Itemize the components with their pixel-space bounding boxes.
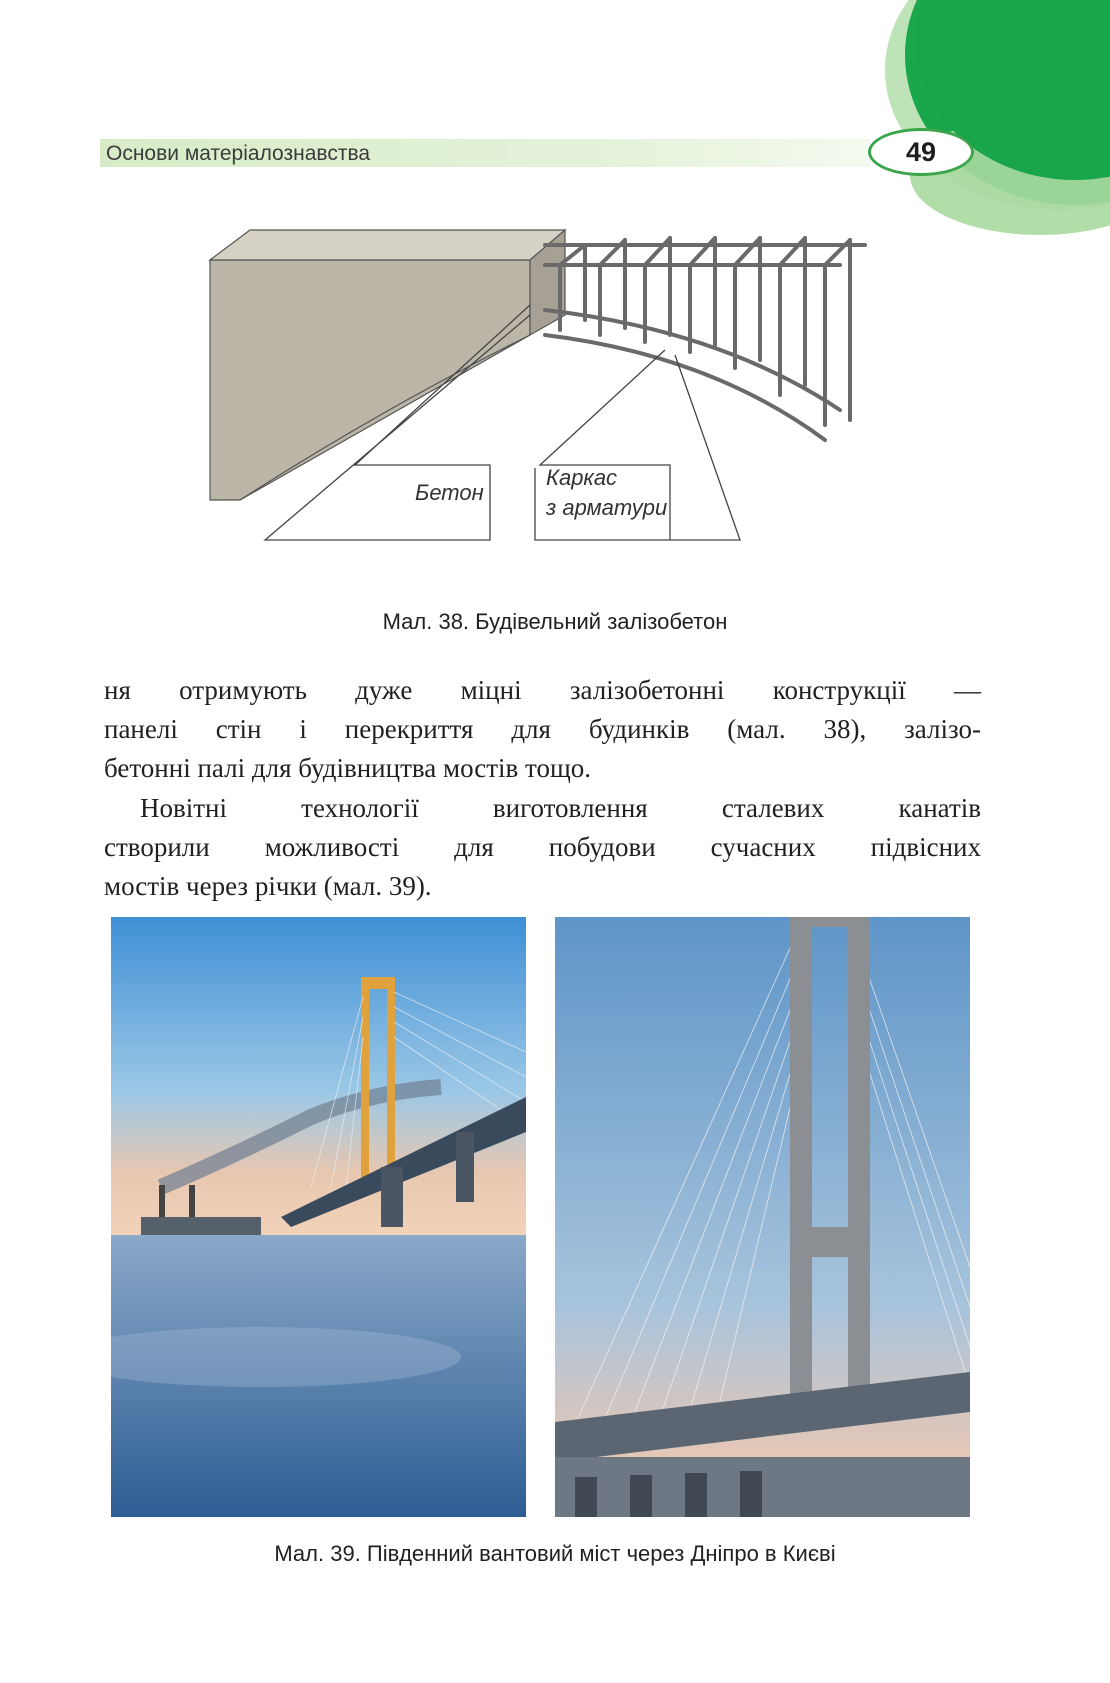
paragraph-2-line: мостів через річки (мал. 39). xyxy=(104,871,432,901)
figure-39-caption: Мал. 39. Південний вантовий міст через Дніпро в Києві xyxy=(274,1541,836,1566)
concrete-block-front xyxy=(210,260,530,500)
concrete-block-top xyxy=(210,230,565,260)
reinforced-concrete-diagram xyxy=(200,210,900,605)
label-frame-line2: з арматури xyxy=(546,495,668,520)
page-number: 49 xyxy=(868,128,974,176)
paragraph-2-line: Новітні технології виготовлення сталевих канатів xyxy=(140,793,981,823)
rebar-cage xyxy=(545,238,865,440)
section-title: Основи матеріалознавства xyxy=(106,142,371,165)
bridge-photo-pylon xyxy=(555,917,970,1517)
label-concrete: Бетон xyxy=(415,480,484,505)
paragraph-1 xyxy=(104,671,981,788)
paragraph-2 xyxy=(104,789,981,906)
label-frame-line1: Каркас xyxy=(546,465,618,490)
paragraph-1-line: панелі стін і перекриття для будинків (мал. 38), залізо- xyxy=(104,714,981,744)
paragraph-1-line: бетонні палі для будівництва мостів тощо. xyxy=(104,753,592,783)
paragraph-1-line: ня отримують дуже міцні залізобетонні конструкції — xyxy=(104,675,981,705)
paragraph-2-line: створили можливості для побудови сучасних підвісних xyxy=(104,832,981,862)
bridge-photo-river xyxy=(111,917,526,1517)
figure-38-caption: Мал. 38. Будівельний залізобетон xyxy=(382,609,728,634)
